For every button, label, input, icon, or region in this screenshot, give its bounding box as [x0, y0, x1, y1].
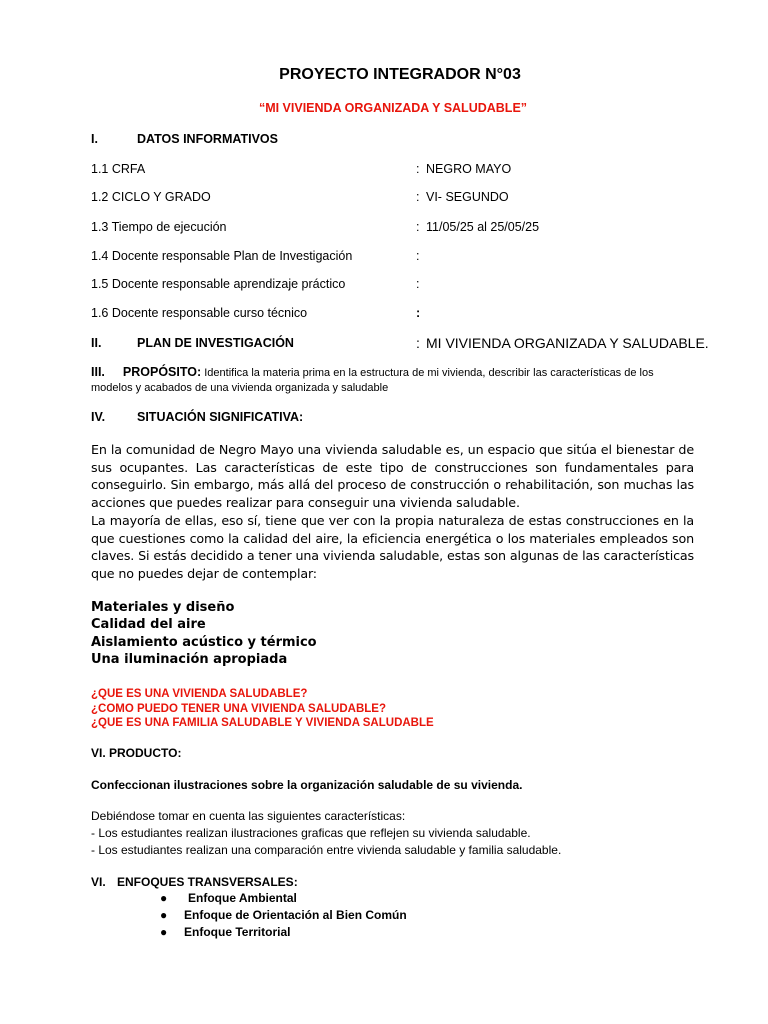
info-label-tiempo: 1.3 Tiempo de ejecución [91, 220, 227, 234]
section-label: PROPÓSITO: [122, 365, 202, 379]
purpose-text: Identifica la materia prima en la estructura de mi vivienda, describir las características de los modelos y acabados de una vivienda organizada y saludable [91, 367, 654, 394]
plan-value: MI VIVIENDA ORGANIZADA Y SALUDABLE. [426, 335, 709, 351]
section-number: IV. [91, 410, 106, 424]
info-value-tiempo: 11/05/25 al 25/05/25 [426, 220, 540, 234]
section-datos-informativos [91, 132, 278, 146]
characteristic-item: Una iluminación apropiada [91, 652, 288, 667]
info-label-crfa: 1.1 CRFA [91, 162, 146, 176]
section-number: III. [91, 365, 105, 379]
characteristic-item: Calidad del aire [91, 617, 206, 632]
product-item: - Los estudiantes realizan ilustraciones graficas que reflejen su vivienda saludable. [91, 826, 531, 840]
bullet-icon: ● [160, 925, 168, 939]
section-label: PLAN DE INVESTIGACIÓN [137, 336, 294, 350]
section-number: I. [91, 132, 98, 146]
approach-item [160, 891, 297, 905]
info-colon: : [416, 220, 420, 234]
section-producto: VI. PRODUCTO: [91, 746, 182, 760]
info-colon: : [416, 190, 420, 204]
situation-paragraph-1: En la comunidad de Negro Mayo una vivienda saludable es, un espacio que sitúa el bienestar de sus ocupantes. Las características de este tipo de construcciones son fundamentales para conseguirlo. Sin embargo, más allá del proceso de construcción o rehabilitación, son muchas las acciones que puedes realizar para conseguir una vivienda saludable. [91, 442, 694, 510]
info-value-ciclo: VI- SEGUNDO [426, 190, 509, 204]
product-intro: Debiéndose tomar en cuenta las siguientes características: [91, 809, 406, 823]
characteristic-item: Aislamiento acústico y térmico [91, 635, 317, 650]
characteristic-item: Materiales y diseño [91, 600, 235, 615]
section-situacion [91, 410, 303, 424]
info-colon: : [416, 162, 420, 176]
section-enfoques [91, 875, 298, 889]
info-colon: : [416, 277, 420, 291]
info-label-docente-practico: 1.5 Docente responsable aprendizaje práctico [91, 277, 346, 291]
approach-label: Enfoque de Orientación al Bien Común [184, 908, 407, 922]
approach-item [160, 908, 407, 922]
info-label-ciclo: 1.2 CICLO Y GRADO [91, 190, 211, 204]
approach-item [160, 925, 290, 939]
bullet-icon: ● [160, 891, 168, 905]
info-label-docente-plan: 1.4 Docente responsable Plan de Investigación [91, 249, 353, 263]
approach-label: Enfoque Ambiental [188, 891, 297, 905]
approach-label: Enfoque Territorial [184, 925, 291, 939]
section-number: VI. [91, 875, 106, 889]
info-colon: : [416, 306, 421, 320]
document-title: PROYECTO INTEGRADOR N°03 [279, 66, 521, 83]
question-item: ¿QUE ES UNA FAMILIA SALUDABLE Y VIVIENDA SALUDABLE [91, 717, 434, 729]
section-label: ENFOQUES TRANSVERSALES: [117, 875, 298, 889]
section-label: DATOS INFORMATIVOS [137, 132, 278, 146]
question-item: ¿QUE ES UNA VIVIENDA SALUDABLE? [91, 688, 308, 700]
info-colon: : [416, 249, 420, 263]
product-item: - Los estudiantes realizan una comparación entre vivienda saludable y familia saludable. [91, 843, 562, 857]
section-plan-investigacion [91, 336, 294, 350]
section-label: SITUACIÓN SIGNIFICATIVA: [137, 410, 304, 424]
bullet-icon: ● [160, 908, 168, 922]
product-statement: Confeccionan ilustraciones sobre la organización saludable de su vivienda. [91, 778, 523, 792]
question-item: ¿COMO PUEDO TENER UNA VIVIENDA SALUDABLE? [91, 703, 386, 715]
info-colon: : [416, 335, 420, 351]
info-label-docente-tecnico: 1.6 Docente responsable curso técnico [91, 306, 308, 320]
section-proposito [91, 365, 697, 396]
section-number: II. [91, 336, 102, 350]
info-value-crfa: NEGRO MAYO [426, 162, 512, 176]
situation-paragraph-2: La mayoría de ellas, eso sí, tiene que ver con la propia naturaleza de estas construcciones en la que cuestiones como la calidad del aire, la eficiencia energética o los materiales empleados son claves. Si estás decidido a tener una vivienda saludable, estas son algunas de las características que no puedes dejar de contemplar: [91, 513, 694, 581]
project-subtitle: “MI VIVIENDA ORGANIZADA Y SALUDABLE” [258, 101, 528, 115]
